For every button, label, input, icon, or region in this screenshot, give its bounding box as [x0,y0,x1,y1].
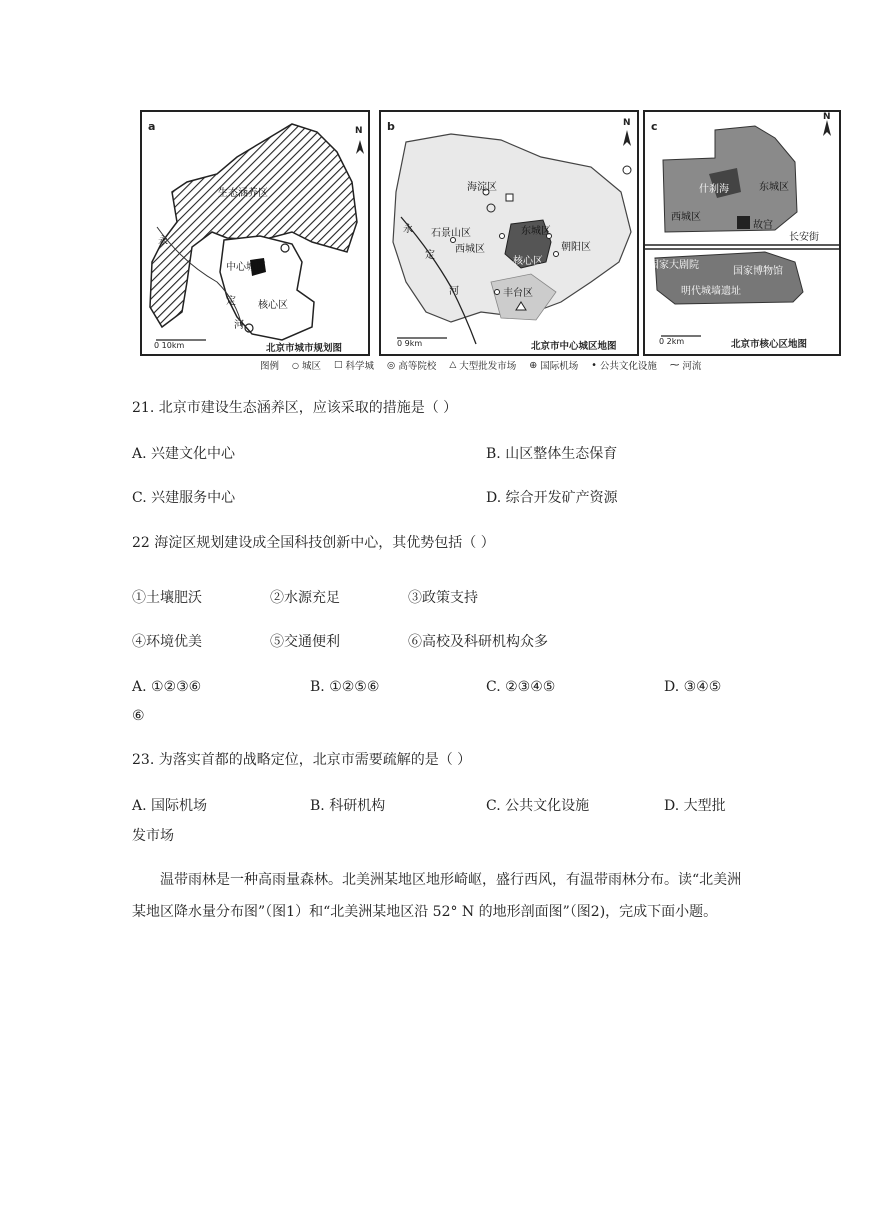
q22-item-1: ①土壤肥沃 [132,590,202,606]
theatre-label: 国家大剧院 [649,260,699,271]
scale-bar-label: 0 10km [154,341,185,350]
chaoyang-label: 朝阳区 [561,242,591,253]
north-label: N [623,118,631,128]
panel-c-letter: c [651,120,658,133]
scale-bar-label: 0 9km [397,339,423,348]
dongcheng-label: 东城区 [759,182,789,193]
beijing-maps-figure [140,106,840,374]
legend-item-urban: ○ 城区 [292,360,322,372]
q22-item-4: ④环境优美 [132,634,202,650]
map-panel-c [643,110,841,356]
map-panel-a [140,110,370,356]
q21-option-b[interactable]: B. 山区整体生态保育 [486,446,618,462]
fengtai-label: 丰台区 [503,288,533,299]
q22-item-5: ⑤交通便利 [270,634,340,650]
panel-b-caption: 北京市中心城区地图 [531,341,617,352]
airport-icon [623,166,631,174]
shichahai-label: 什刹海 [699,184,729,195]
north-arrow-icon [623,130,631,146]
q21-option-c[interactable]: C. 兴建服务中心 [132,490,236,506]
q23-option-c[interactable]: C. 公共文化设施 [486,798,590,814]
legend-item-wholesale-market: △ 大型批发市场 [449,360,517,372]
shijingshan-label: 石景山区 [431,228,471,239]
xicheng-label: 西城区 [455,244,485,255]
panel-b-letter: b [387,120,395,133]
river-char-3: 河 [234,320,244,331]
q22-item-6: ⑥高校及科研机构众多 [408,634,548,650]
north-arrow-icon [823,120,831,136]
north-label: N [355,126,363,136]
north-label: N [823,112,831,122]
legend-item-university: ◎ 高等院校 [387,359,437,372]
eco-area-label: 生态涵养区 [218,188,268,199]
legend-item-science-city: □ 科学城 [334,360,375,372]
q22-option-b[interactable]: B. ①②⑤⑥ [310,679,380,695]
panel-c-caption: 北京市核心区地图 [731,339,808,350]
river-char-2: 定 [425,250,435,261]
q21-option-a[interactable]: A. 兴建文化中心 [132,446,236,462]
legend-item-river: ⁓ 河流 [669,359,702,372]
river-char-1: 永 [403,224,413,235]
core-label: 核心区 [513,256,543,267]
q23-option-d[interactable]: D. 大型批 [664,798,726,814]
haidian-label: 海淀区 [467,182,497,193]
q23-option-a[interactable]: A. 国际机场 [132,798,208,814]
river-char-1: 永 [158,236,168,247]
question-21-stem: 21. 北京市建设生态涵养区，应该采取的措施是（ ） [132,400,458,416]
q23-option-b[interactable]: B. 科研机构 [310,798,386,814]
beijing-planning-map [142,112,368,354]
xicheng-label: 西城区 [671,212,701,223]
scale-bar-label: 0 2km [659,337,685,346]
legend-title: 图例 [260,361,280,372]
north-arrow-icon [356,140,364,154]
dongcheng-label: 东城区 [521,226,551,237]
map-panel-b [379,110,639,356]
gugong-label: 故宫 [753,220,773,231]
ming-wall-label: 明代城墙遗址 [681,286,741,297]
panel-a-caption: 北京市城市规划图 [266,343,343,354]
question-23-stem: 23. 为落实首都的战略定位，北京市需要疏解的是（ ） [132,752,472,768]
gugong [737,216,750,229]
museum-label: 国家博物馆 [733,266,783,277]
passage-text: 温带雨林是一种高雨量森林。北美洲某地区地形崎岖，盛行西风，有温带雨林分布。读“北美洲某地区降水量分布图”（图1）和“北美洲某地区沿 52° N 的地形剖面图”（图2)，完成下面小题。 [132,872,742,920]
q22-option-c[interactable]: C. ②③④⑤ [486,679,556,695]
core-area-label: 核心区 [258,300,288,311]
legend-item-airport: ⊕ 国际机场 [529,359,579,372]
question-22-stem: 22 海淀区规划建设成全国科技创新中心，其优势包括（ ） [132,535,495,551]
changan-label: 长安街 [789,232,819,243]
q22-option-d[interactable]: D. ③④⑤ [664,679,722,695]
q22-option-a[interactable]: A. ①②③⑥ [132,679,202,695]
q23-option-d-wrap: 发市场 [132,828,174,844]
q22-item-3: ③政策支持 [408,590,478,606]
q22-item-2: ②水源充足 [270,590,340,606]
legend-item-cultural-facility: • 公共文化设施 [591,359,657,372]
map-legend [260,358,701,372]
central-area-label: 中心城区 [226,262,266,273]
river-char-2: 定 [226,296,236,307]
q22-option-d-wrap: ⑥ [132,708,145,724]
river-char-3: 河 [449,286,459,297]
q21-option-d[interactable]: D. 综合开发矿产资源 [486,490,618,506]
beijing-central-urban-map [381,112,637,354]
panel-a-letter: a [148,120,156,133]
